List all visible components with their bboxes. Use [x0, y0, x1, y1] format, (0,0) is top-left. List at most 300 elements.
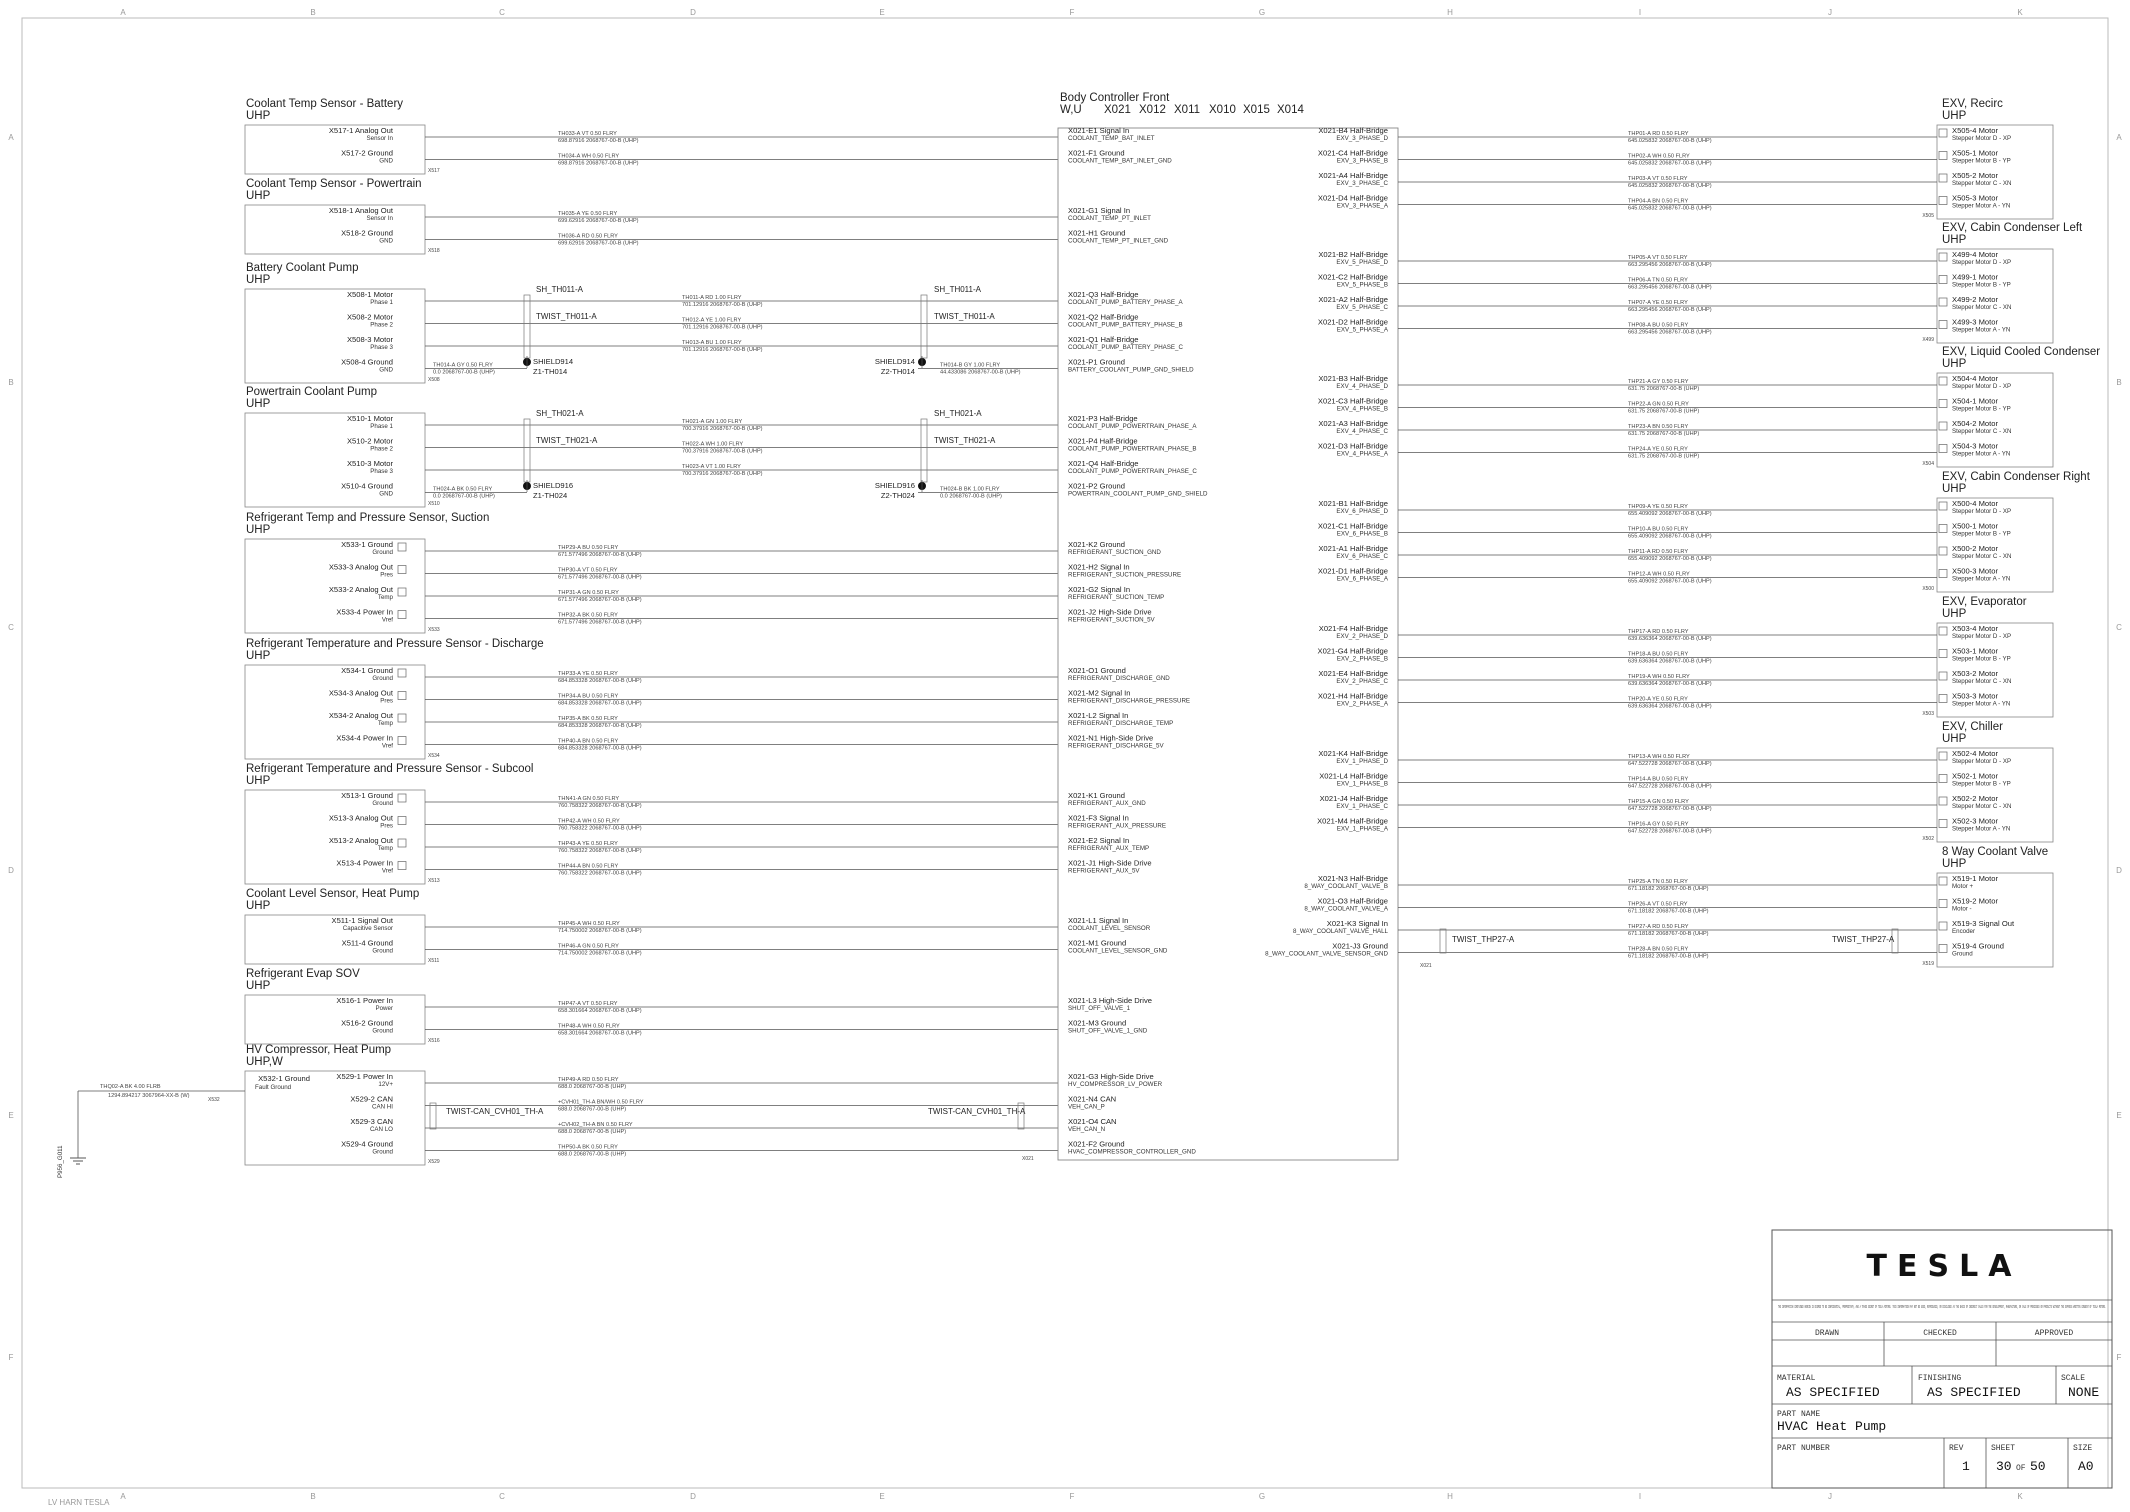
grid-col-top: H [1447, 8, 1453, 17]
pin-description: Stepper Motor A - YN [1952, 326, 2011, 334]
component-x518 [245, 178, 1058, 254]
component-subtitle: UHP [1942, 608, 1967, 620]
wire-length: 701.12916 2068767-00-B (UHP) [682, 324, 763, 331]
controller-signal-name: HVAC_COMPRESSOR_CONTROLLER_GND [1068, 1148, 1196, 1156]
controller-signal-name: COOLANT_TEMP_BAT_INLET [1068, 135, 1155, 142]
pin-socket [1939, 422, 1947, 430]
wire-id: +CVH02_TH-A BN 0.50 FLRY [558, 1122, 633, 1128]
pin-label: X508-4 Ground [341, 357, 393, 367]
controller-pin-label: X021-F3 Signal In [1068, 813, 1129, 823]
pin-socket [398, 588, 406, 596]
wire-id: THP33-A YE 0.50 FLRY [558, 671, 618, 677]
pin-label: X510-4 Ground [341, 481, 393, 491]
wire-id: THP18-A BU 0.50 FLRY [1628, 651, 1689, 658]
pin-description: Stepper Motor B - YP [1952, 405, 2011, 413]
scale-label: SCALE [2061, 1374, 2086, 1383]
twist-label: TWIST_THP27-A [1452, 935, 1515, 944]
pin-description: Vref [381, 867, 393, 875]
wire-id: THP44-A BN 0.50 FLRY [558, 863, 619, 870]
controller-pin-label: X021-B3 Half-Bridge [1318, 374, 1388, 383]
controller-pin-label: X021-N1 High-Side Drive [1068, 733, 1154, 743]
pin-label: X519-1 Motor [1952, 874, 1999, 883]
controller-pin-label: X021-P4 Half-Bridge [1068, 436, 1138, 446]
wire-length: 1294.894217 3067964-XX-B (W) [108, 1093, 190, 1099]
wire-id: THP27-A RD 0.50 FLRY [1628, 924, 1689, 930]
grid-col-bottom: K [2017, 1492, 2023, 1501]
component-subtitle: UHP [246, 980, 271, 992]
controller-pin-label: X021-Q3 Half-Bridge [1068, 290, 1139, 299]
component-subtitle: UHP [1942, 110, 1967, 122]
controller-connector-id: X012 [1139, 104, 1166, 116]
controller-signal-name: COOLANT_TEMP_PT_INLET_GND [1068, 237, 1169, 245]
wire-id: THP19-A WH 0.50 FLRY [1628, 674, 1690, 680]
wire-id: THP50-A BK 0.50 FLRY [558, 1144, 618, 1151]
wire-id: TH033-A VT 0.50 FLRY [558, 131, 617, 137]
controller-pin-label: X021-K4 Half-Bridge [1318, 749, 1388, 758]
controller-pin-label: X021-L1 Signal In [1068, 916, 1129, 925]
pin-socket [1939, 298, 1947, 306]
wire-length: 671.577496 2068767-00-B (UHP) [558, 597, 642, 603]
pin-label: X505-3 Motor [1952, 193, 1999, 203]
controller-signal-name: VEH_CAN_N [1068, 1126, 1106, 1133]
pin-label: X533-1 Ground [341, 540, 393, 549]
wire-length: 647.522728 2068767-00-B (UHP) [1628, 828, 1712, 835]
controller-pin-label: X021-Q2 Half-Bridge [1068, 312, 1139, 322]
controller-signal-name: EXV_5_PHASE_D [1336, 259, 1388, 266]
pin-description: Stepper Motor A - YN [1952, 575, 2011, 583]
component-x505 [1398, 98, 2053, 219]
pin-description: 12V+ [378, 1081, 393, 1088]
controller-pin-label: X021-N4 CAN [1068, 1094, 1117, 1104]
connector-tag: X504 [1922, 461, 1934, 467]
pin-label: X516-1 Power In [336, 996, 393, 1005]
controller-signal-name: EXV_4_PHASE_D [1336, 383, 1388, 390]
controller-signal-name: COOLANT_TEMP_PT_INLET [1068, 215, 1151, 222]
wire-id: THP14-A BU 0.50 FLRY [1628, 776, 1689, 783]
controller-signal-name: EXV_5_PHASE_C [1336, 304, 1388, 311]
wire-id: THP12-A WH 0.50 FLRY [1628, 571, 1690, 578]
component-title: Coolant Temp Sensor - Battery [246, 98, 404, 110]
controller-signal-name: REFRIGERANT_AUX_GND [1068, 800, 1146, 807]
component-x499 [1398, 222, 2083, 343]
twist-marker-left [430, 1103, 436, 1129]
controller-pin-label: X021-C2 Half-Bridge [1317, 272, 1388, 282]
material-label: MATERIAL [1777, 1374, 1816, 1383]
controller-pin-label: X021-E4 Half-Bridge [1318, 669, 1388, 678]
pin-label: X499-1 Motor [1952, 272, 1999, 282]
component-title: EXV, Cabin Condenser Right [1942, 471, 2090, 483]
wire-length: 698.87916 2068767-00-B (UHP) [558, 138, 639, 144]
component-box [245, 413, 425, 507]
component-title: EXV, Evaporator [1942, 596, 2027, 608]
wire-length: 645.025832 2068767-00-B (UHP) [1628, 205, 1712, 212]
splice-name: Z2-TH024 [880, 491, 915, 500]
controller-pin-label: X021-H4 Half-Bridge [1317, 691, 1388, 701]
left-components [57, 98, 1058, 1178]
pin-label: X504-4 Motor [1952, 374, 1999, 383]
pin-description: Encoder [1952, 928, 1976, 935]
pin-label: X519-3 Signal Out [1952, 919, 2015, 928]
grid-col-bottom: G [1258, 1492, 1266, 1501]
controller-pin-label: X021-M2 Signal In [1068, 688, 1131, 698]
controller-pin-label: X021-G1 Signal In [1068, 206, 1131, 215]
pin-description: Temp [377, 594, 393, 601]
pin-socket [1939, 945, 1947, 953]
grid-col-top: A [120, 8, 126, 17]
pin-label: X503-4 Motor [1952, 624, 1999, 633]
grid-col-bottom: H [1447, 1492, 1453, 1501]
pin-label: X502-2 Motor [1952, 794, 1999, 803]
twist-marker-right [921, 419, 927, 482]
controller-signal-name: REFRIGERANT_SUCTION_TEMP [1068, 594, 1165, 601]
pin-description: Vref [381, 742, 393, 750]
wire-length: 760.758322 2068767-00-B (UHP) [558, 825, 642, 832]
controller-signal-name: EXV_3_PHASE_C [1336, 180, 1388, 187]
pin-label: X529-2 CAN [350, 1094, 393, 1104]
component-title: Refrigerant Temp and Pressure Sensor, Suction [246, 512, 490, 524]
wire-id: THP10-A BU 0.50 FLRY [1628, 526, 1689, 533]
grid-col-top: K [2017, 8, 2023, 17]
wire-id: +CVH01_TH-A BN/WH 0.50 FLRY [558, 1099, 644, 1106]
pin-description: Stepper Motor C - XN [1952, 803, 2012, 810]
pin-description: Stepper Motor B - YP [1952, 530, 2011, 538]
finishing-label: FINISHING [1918, 1374, 1962, 1383]
pin-description: Stepper Motor A - YN [1952, 825, 2011, 833]
wire-id: THP11-A RD 0.50 FLRY [1628, 549, 1689, 555]
wire-length: 639.636364 2068767-00-B (UHP) [1628, 681, 1712, 687]
component-x503 [1398, 596, 2053, 717]
pin-socket [398, 692, 406, 700]
wire-id: THP48-A WH 0.50 FLRY [558, 1023, 620, 1030]
connector-tag: X510 [428, 501, 440, 507]
controller-signal-name: EXV_2_PHASE_C [1336, 678, 1388, 685]
wire-length: 44.433086 2068767-00-B (UHP) [940, 369, 1021, 376]
component-x502 [1398, 721, 2053, 842]
controller-signal-name: REFRIGERANT_AUX_TEMP [1068, 845, 1150, 852]
controller-signal-name: BATTERY_COOLANT_PUMP_GND_SHIELD [1068, 366, 1194, 374]
twist-label: TWIST_TH011-A [934, 312, 995, 321]
sheet-footer-text: LV HARN TESLA [48, 1498, 110, 1507]
pin-description: Phase 2 [370, 445, 393, 453]
pin-label: X499-2 Motor [1952, 295, 1999, 304]
pin-label: X534-1 Ground [341, 666, 393, 675]
pin-label: X503-3 Motor [1952, 691, 1999, 701]
component-subtitle: UHP,W [246, 1056, 283, 1068]
controller-pin-label: X021-D1 Half-Bridge [1317, 566, 1388, 576]
component-title: EXV, Chiller [1942, 721, 2003, 733]
wire-length: 688.0 2068767-00-B (UHP) [558, 1151, 627, 1158]
component-title: Battery Coolant Pump [246, 262, 359, 274]
controller-pin-label: X021-L2 Signal In [1068, 711, 1129, 720]
pin-label: X517-2 Ground [341, 148, 393, 158]
grid-row-left: A [8, 133, 14, 142]
part-name-value: HVAC Heat Pump [1777, 1419, 1887, 1434]
wire-length: 639.636364 2068767-00-B (UHP) [1628, 658, 1712, 665]
wire-id: THP46-A GN 0.50 FLRY [558, 943, 619, 950]
pin-description: Temp [377, 845, 393, 852]
controller-pin-label: X021-J3 Ground [1332, 941, 1388, 951]
pin-socket [1939, 627, 1947, 635]
component-subtitle: UHP [246, 190, 271, 202]
controller-pin-label: X021-B2 Half-Bridge [1318, 250, 1388, 259]
wire-id: THP43-A YE 0.50 FLRY [558, 841, 618, 847]
pin-description: Ground [372, 1027, 393, 1035]
connector-tag: X500 [1922, 586, 1934, 592]
controller-pin-label: X021-G4 Half-Bridge [1317, 646, 1388, 656]
wire-length: 698.87916 2068767-00-B (UHP) [558, 160, 639, 167]
pin-description: Stepper Motor A - YN [1952, 450, 2011, 458]
pin-description: CAN HI [372, 1103, 393, 1111]
wire-length: 684.853328 2068767-00-B (UHP) [558, 678, 642, 684]
controller-pin-label: X021-D3 Half-Bridge [1317, 441, 1388, 451]
pin-description: Stepper Motor A - YN [1952, 202, 2011, 210]
wire-length: 688.0 2068767-00-B (UHP) [558, 1084, 627, 1090]
pin-label: X504-2 Motor [1952, 419, 1999, 428]
twist-label: TWIST_TH021-A [934, 436, 996, 445]
grid-row-right: C [2116, 623, 2122, 632]
component-box [245, 995, 425, 1044]
pin-socket [398, 543, 406, 551]
component-title: Coolant Level Sensor, Heat Pump [246, 888, 420, 900]
wire-id: THN41-A GN 0.50 FLRY [558, 796, 620, 802]
controller-signal-name: EXV_4_PHASE_C [1336, 428, 1388, 435]
pin-label: X505-1 Motor [1952, 148, 1999, 158]
controller-signal-name: COOLANT_TEMP_BAT_INLET_GND [1068, 157, 1172, 165]
controller-subtitle: W,U [1060, 104, 1082, 116]
wire-id: THP25-A TN 0.50 FLRY [1628, 879, 1688, 885]
pin-description: Phase 3 [370, 468, 393, 475]
pin-description: Stepper Motor B - YP [1952, 157, 2011, 165]
controller-pin-label: X021-B4 Half-Bridge [1318, 126, 1388, 135]
pin-socket [1939, 570, 1947, 578]
pin-label: X504-1 Motor [1952, 396, 1999, 406]
pin-label: X529-3 CAN [350, 1117, 393, 1126]
grid-row-right: A [2116, 133, 2122, 142]
wire-length: 658.301664 2068767-00-B (UHP) [558, 1008, 642, 1014]
pin-description: Stepper Motor B - YP [1952, 655, 2011, 663]
component-title: EXV, Liquid Cooled Condenser [1942, 346, 2101, 358]
component-title: 8 Way Coolant Valve [1942, 846, 2049, 858]
controller-pin-label: X021-P1 Ground [1068, 357, 1125, 367]
material-value: AS SPECIFIED [1786, 1385, 1880, 1400]
part-number-label: PART NUMBER [1777, 1444, 1830, 1453]
connector-tag: X516 [428, 1038, 440, 1044]
wire-length: 655.409092 2068767-00-B (UHP) [1628, 556, 1712, 562]
component-x500 [1398, 471, 2091, 592]
controller-signal-name: EXV_2_PHASE_D [1336, 633, 1388, 640]
component-x513 [245, 763, 1058, 884]
pin-description: Stepper Motor C - XN [1952, 553, 2012, 560]
controller-pin-label: X021-O4 CAN [1068, 1117, 1117, 1126]
wire-id: THP32-A BK 0.50 FLRY [558, 612, 618, 619]
wire-length: 699.62916 2068767-00-B (UHP) [558, 240, 639, 247]
pin-description: Stepper Motor C - XN [1952, 678, 2012, 685]
connector-tag: X518 [428, 248, 440, 254]
twist-label: TWIST-CAN_CVH01_TH-A [446, 1107, 544, 1116]
wire-id: TH011-A RD 1.00 FLRY [682, 295, 742, 301]
pin-label: X502-1 Motor [1952, 771, 1999, 781]
controller-signal-name: COOLANT_PUMP_POWERTRAIN_PHASE_A [1068, 423, 1197, 430]
controller-pin-label: X021-D2 Half-Bridge [1317, 317, 1388, 327]
twist-marker-left [524, 295, 530, 358]
wire-id: THP13-A WH 0.50 FLRY [1628, 754, 1690, 760]
controller-signal-name: COOLANT_PUMP_BATTERY_PHASE_C [1068, 344, 1183, 351]
controller-signal-name: COOLANT_PUMP_POWERTRAIN_PHASE_B [1068, 445, 1197, 453]
connector-tag: X529 [428, 1159, 440, 1165]
wire-length: 631.75 2068767-00-B (UHP) [1628, 453, 1700, 460]
pin-description: Stepper Motor A - YN [1952, 700, 2011, 708]
pin-label: X518-2 Ground [341, 228, 393, 238]
controller-connector-id: X014 [1277, 104, 1304, 116]
component-subtitle: UHP [1942, 483, 1967, 495]
component-title: Refrigerant Evap SOV [246, 968, 360, 980]
component-subtitle: UHP [246, 398, 271, 410]
pin-label: X508-2 Motor [346, 312, 393, 322]
component-title: EXV, Cabin Condenser Left [1942, 222, 2083, 234]
pin-socket [398, 611, 406, 619]
wire-length: 655.409092 2068767-00-B (UHP) [1628, 511, 1712, 517]
wire-length: 671.577496 2068767-00-B (UHP) [558, 574, 642, 581]
pin-label: X534-4 Power In [336, 733, 393, 743]
wire-id: THP04-A BN 0.50 FLRY [1628, 198, 1689, 205]
wire-id: THP05-A VT 0.50 FLRY [1628, 255, 1688, 261]
controller-signal-name: REFRIGERANT_DISCHARGE_TEMP [1068, 720, 1174, 727]
pin-socket [1939, 445, 1947, 453]
wire-length: 645.025832 2068767-00-B (UHP) [1628, 183, 1712, 189]
pin-description: GND [379, 157, 393, 165]
pin-description: Stepper Motor D - XP [1952, 135, 2012, 142]
controller-signal-name: REFRIGERANT_DISCHARGE_PRESSURE [1068, 697, 1191, 705]
wire-id: TH021-A GN 1.00 FLRY [682, 419, 743, 425]
wire-id: TH024-B BK 1.00 FLRY [940, 486, 1000, 493]
controller-pin-label: X021-K1 Ground [1068, 791, 1125, 800]
pin-socket [1939, 775, 1947, 783]
pin-socket [398, 794, 406, 802]
wire-length: 655.409092 2068767-00-B (UHP) [1628, 578, 1712, 585]
grid-col-bottom: E [879, 1492, 885, 1501]
pin-label: X519-4 Ground [1952, 941, 2004, 951]
controller-signal-name: EXV_1_PHASE_D [1336, 758, 1388, 765]
controller-pin-label: X021-G2 Signal In [1068, 585, 1131, 594]
wire-id: THP09-A YE 0.50 FLRY [1628, 504, 1688, 510]
wire-id: THP02-A WH 0.50 FLRY [1628, 153, 1690, 160]
pin-label: X499-3 Motor [1952, 317, 1999, 327]
wire-id: TH035-A YE 0.50 FLRY [558, 211, 618, 217]
wire-id: THP45-A WH 0.50 FLRY [558, 921, 620, 927]
pin-label: X505-2 Motor [1952, 171, 1999, 180]
grid-row-right: D [2116, 866, 2122, 875]
pin-description: Pres [380, 822, 393, 830]
controller-signal-name: 8_WAY_COOLANT_VALVE_B [1304, 883, 1388, 890]
pin-description: Ground [372, 947, 393, 955]
pin-description: Phase 3 [370, 344, 393, 351]
controller-pin-label: X021-H2 Signal In [1068, 562, 1130, 572]
drawn-label: DRAWN [1814, 1329, 1840, 1338]
component-x533 [245, 512, 1058, 633]
component-x508 [245, 262, 1058, 383]
pin-description: Ground [1952, 950, 1973, 958]
controller-signal-name: EXV_6_PHASE_B [1336, 530, 1388, 538]
grid-col-top: F [1069, 8, 1075, 17]
grid-col-top: G [1258, 8, 1266, 17]
component-x504 [1398, 346, 2100, 467]
controller-pin-label: X021-A4 Half-Bridge [1318, 171, 1388, 180]
wire-id: TH034-A WH 0.50 FLRY [558, 153, 620, 160]
splice-name: Z1-TH024 [533, 491, 568, 500]
pin-description: Sensor In [366, 135, 393, 142]
component-title: EXV, Recirc [1942, 98, 2003, 110]
pin-description: Stepper Motor D - XP [1952, 758, 2012, 765]
grid-row-left: F [8, 1353, 14, 1362]
controller-signal-name: EXV_2_PHASE_B [1336, 655, 1388, 663]
pin-description: Motor - [1952, 905, 1972, 913]
pin-description: GND [379, 237, 393, 245]
connector-tag: X503 [1922, 711, 1934, 717]
pin-socket [1939, 174, 1947, 182]
grid-row-right: F [2116, 1353, 2122, 1362]
controller-pin-label: X021-C1 Half-Bridge [1317, 521, 1388, 531]
controller-connector-id: X021 [1104, 104, 1131, 116]
controller-signal-name: EXV_1_PHASE_A [1336, 825, 1388, 833]
sheet-of: OF [2016, 1464, 2026, 1473]
controller-pin-label: X021-J2 High-Side Drive [1068, 607, 1152, 617]
shield-name: SHIELD916 [874, 481, 915, 490]
pin-description: Ground [372, 1148, 393, 1156]
pin-socket [1939, 525, 1947, 533]
controller-signal-name: COOLANT_PUMP_POWERTRAIN_PHASE_C [1068, 468, 1197, 475]
pin-label: X532-1 Ground [258, 1074, 310, 1083]
wire-length: 700.37916 2068767-00-B (UHP) [682, 426, 763, 432]
controller-signal-name: EXV_1_PHASE_C [1336, 803, 1388, 810]
grid-row-left: E [8, 1111, 14, 1120]
wire-length: 671.577496 2068767-00-B (UHP) [558, 552, 642, 558]
wire-id: THP29-A BU 0.50 FLRY [558, 545, 619, 551]
pin-socket [1939, 377, 1947, 385]
connector-tag: X513 [428, 878, 440, 884]
controller-pin-label: X021-K2 Ground [1068, 540, 1125, 549]
wire-length: 655.409092 2068767-00-B (UHP) [1628, 533, 1712, 540]
pin-label: X504-3 Motor [1952, 441, 1999, 451]
pin-label: X500-1 Motor [1952, 521, 1999, 531]
component-subtitle: UHP [1942, 858, 1967, 870]
controller-signal-name: REFRIGERANT_SUCTION_5V [1068, 616, 1155, 624]
controller-signal-name: REFRIGERANT_DISCHARGE_GND [1068, 675, 1170, 682]
pin-description: GND [379, 366, 393, 374]
wire-length: 663.295456 2068767-00-B (UHP) [1628, 329, 1712, 336]
connector-tag: X511 [428, 958, 440, 964]
splice-name: Z2-TH014 [880, 367, 915, 376]
controller-pin-label: X021-B1 Half-Bridge [1318, 499, 1388, 508]
component-subtitle: UHP [246, 650, 271, 662]
pin-label: X511-4 Ground [341, 938, 393, 948]
pin-socket [398, 714, 406, 722]
component-title: Coolant Temp Sensor - Powertrain [246, 178, 422, 190]
size-value: A0 [2078, 1459, 2094, 1474]
twist-marker-left [524, 419, 530, 482]
controller-connector-id: X011 [1174, 104, 1201, 116]
controller-signal-name: COOLANT_LEVEL_SENSOR [1068, 925, 1151, 932]
component-x516 [245, 968, 1058, 1044]
wire-length: 688.0 2068767-00-B (UHP) [558, 1106, 627, 1113]
wire-id: THP35-A BK 0.50 FLRY [558, 716, 618, 722]
twist-label: TWIST_TH021-A [536, 436, 598, 445]
twist-label: TWIST-CAN_CVH01_TH-A [928, 1107, 1026, 1116]
wire-length: 671.18182 2068767-00-B (UHP) [1628, 886, 1709, 892]
pin-description: CAN LO [369, 1126, 393, 1133]
pin-description: Temp [377, 720, 393, 727]
wire-id: THP08-A BU 0.50 FLRY [1628, 322, 1689, 329]
wire-id: THP17-A RD 0.50 FLRY [1628, 629, 1689, 635]
